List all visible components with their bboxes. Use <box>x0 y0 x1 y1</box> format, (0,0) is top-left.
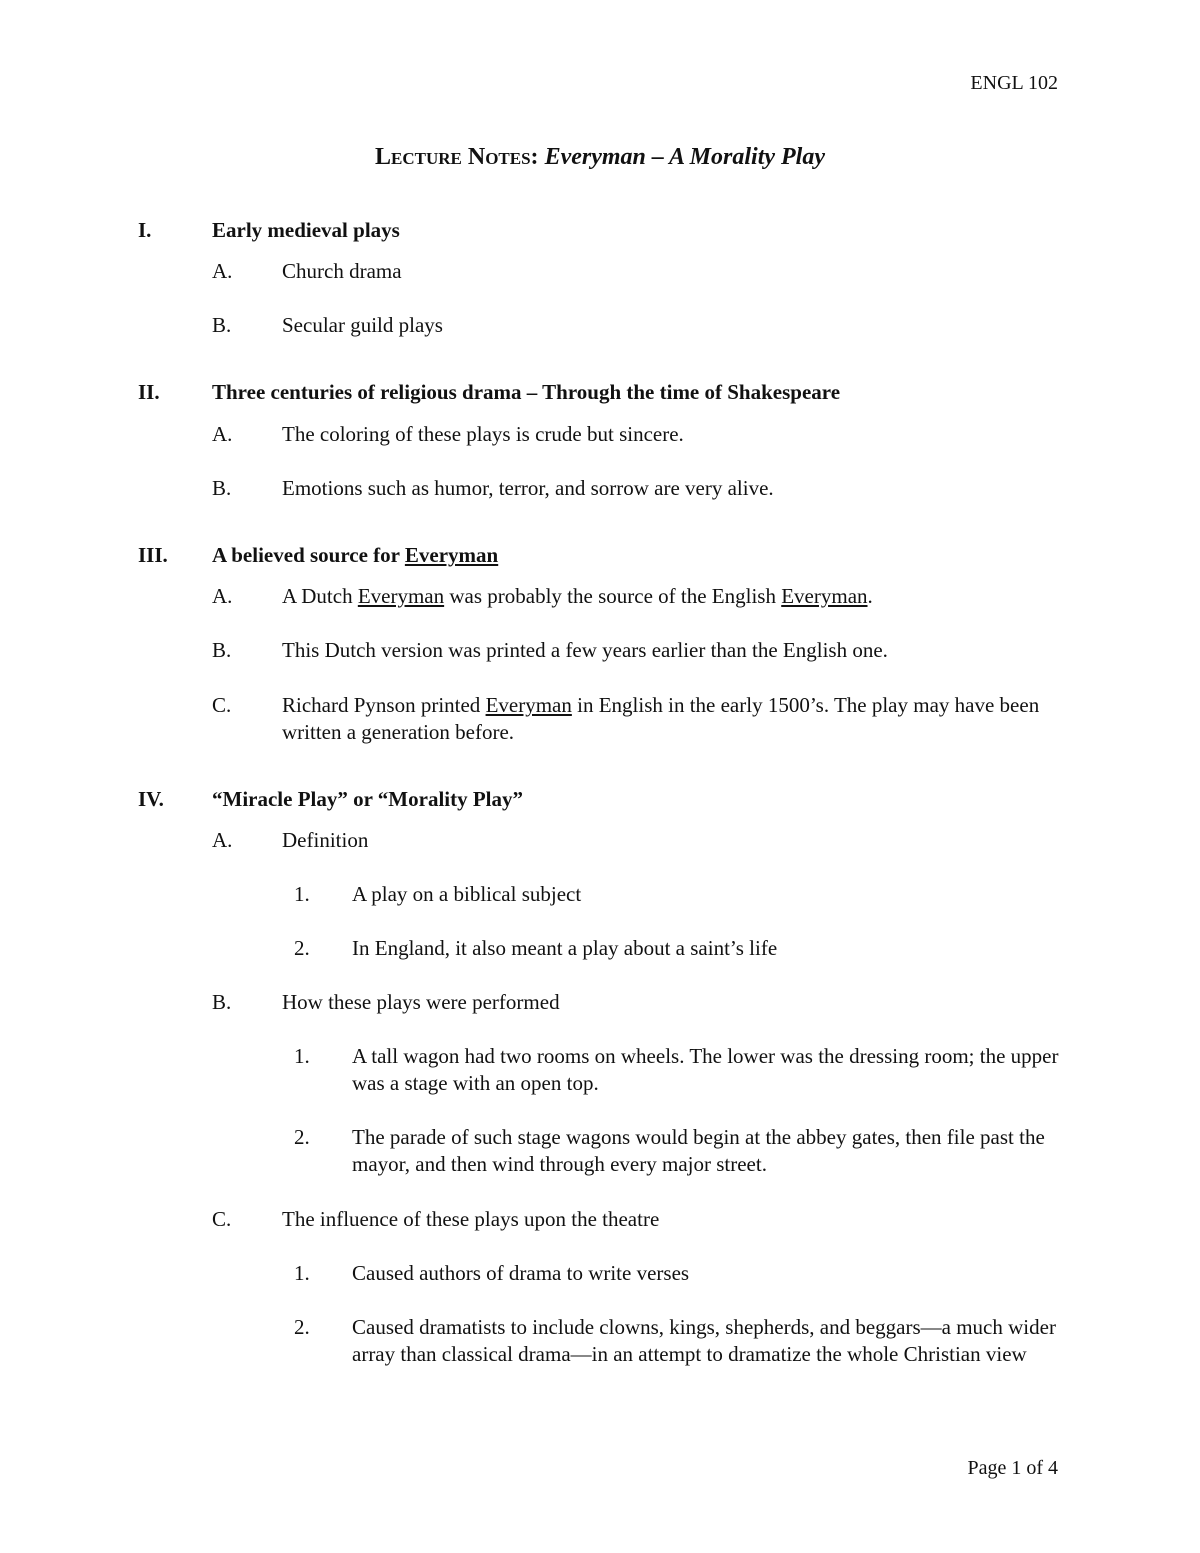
title-work: Everyman – A Morality Play <box>544 144 825 170</box>
page-number: Page 1 of 4 <box>967 1457 1058 1479</box>
course-code: ENGL 102 <box>970 72 1058 94</box>
document-page: ENGL 102 Lecture Notes: Everyman – A Morality Play I. Early medieval plays A. Church drama B. Secular guild plays II. Three centuries of religious drama – Through the time of Shakespeare A. The coloring of these plays is crude but sincere. B. Emotions such as humor, terror, and sorrow are very alive. III. A believed source for Everyman A. A Dutch Everyman was probably the source of the English Everyman. B. This Dutch version was printed a few years earlier than the English one. C. Richard Pynson printed Everyman in English in the early 1500’s. The play may have been written a generation before. IV. “Miracle Play” or “Morality Play” A. Definition 1. A play on a biblical subject 2. In England, it also meant a play about a saint’s life B. How these plays were performed 1. A tall wagon had two rooms on wheels. The lower was the dressing room; the upper was a stage with an open top. 2. The parade of such stage wagons would begin at the abbey gates, then file past the mayor, and then wind through every major street. C. The influence of these plays upon the theatre 1. Caused authors of drama to write verses 2. Caused dramatists to include clowns, kings, shepherds, and beggars—a much wider array than classical drama—in an attempt to dramatize the whole Christian view Page 1 of 4 <box>0 0 1200 1553</box>
title-label: Lecture Notes: <box>374 144 539 170</box>
page-title <box>0 144 1200 171</box>
